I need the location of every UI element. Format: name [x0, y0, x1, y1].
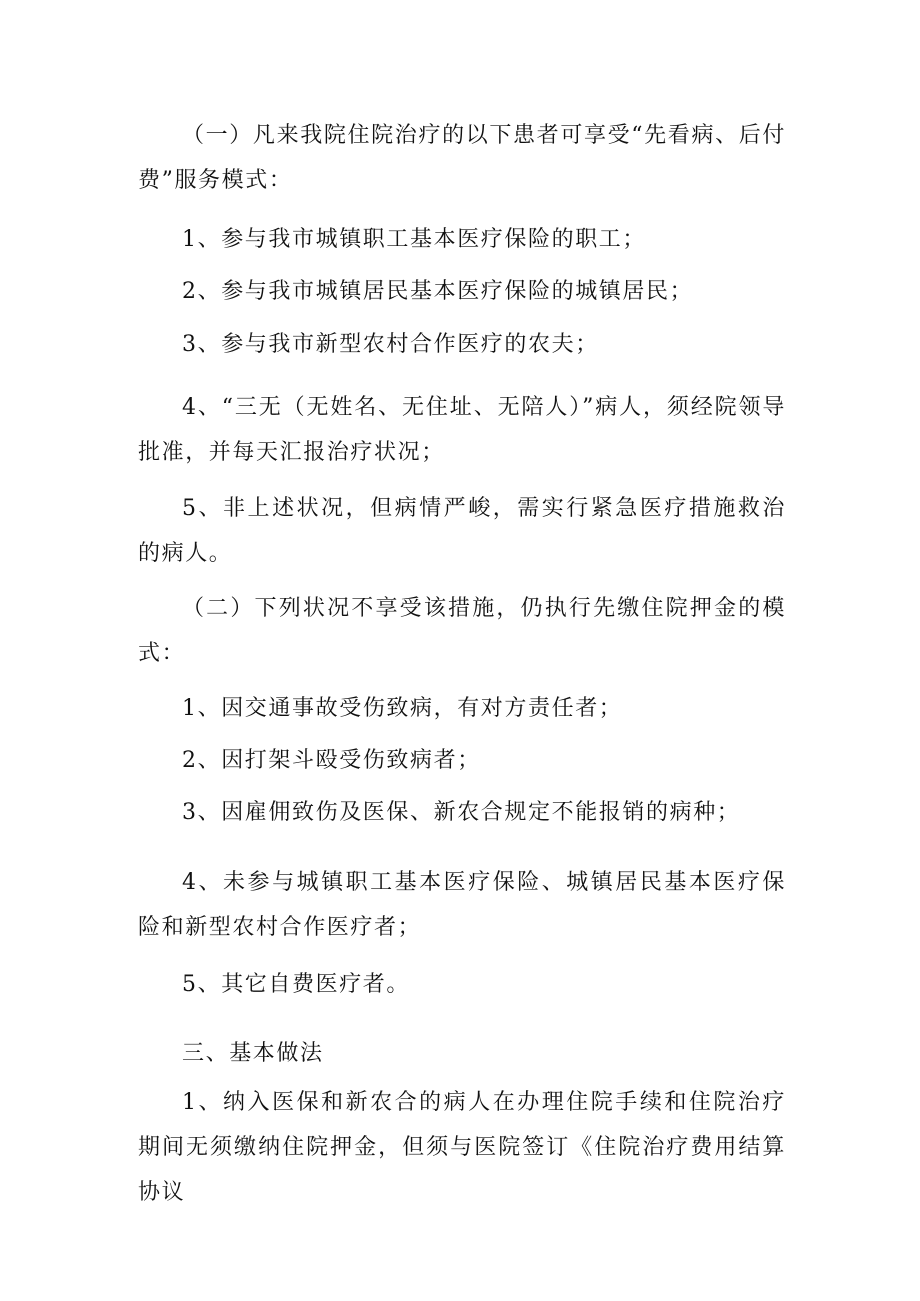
paragraph-exclusion-4: 4、未参与城镇职工基本医疗保险、城镇居民基本医疗保险和新型农村合作医疗者；	[138, 870, 786, 940]
paragraph-item-2: 2、参与我市城镇居民基本医疗保险的城镇居民；	[182, 279, 694, 304]
paragraph-exclusion-5: 5、其它自费医疗者。	[182, 972, 410, 997]
paragraph-item-3: 3、参与我市新型农村合作医疗的农夫；	[182, 332, 599, 357]
paragraph-exclusion-1: 1、因交通事故受伤致病，有对方责任者；	[182, 696, 623, 721]
paragraph-practice-1: 1、纳入医保和新农合的病人在办理住院手续和住院治疗期间无须缴纳住院押金，但须与医院签订《住院治疗费用结算协议	[138, 1090, 786, 1205]
paragraph-item-4: 4、“三无（无姓名、无住址、无陪人）”病人，须经院领导批准，并每天汇报治疗状况；	[138, 395, 786, 465]
section-heading-basic-practice: 三、基本做法	[182, 1041, 324, 1066]
paragraph-section-2-intro: （二）下列状况不享受该措施，仍执行先缴住院押金的模式：	[138, 596, 786, 666]
paragraph-item-5: 5、非上述状况，但病情严峻，需实行紧急医疗措施救治的病人。	[138, 496, 786, 566]
paragraph-exclusion-2: 2、因打架斗殴受伤致病者；	[182, 748, 481, 773]
paragraph-exclusion-3: 3、因雇佣致伤及医保、新农合规定不能报销的病种；	[182, 800, 741, 825]
paragraph-section-1-intro: （一）凡来我院住院治疗的以下患者可享受“先看病、后付费”服务模式：	[138, 123, 786, 193]
paragraph-item-1: 1、参与我市城镇职工基本医疗保险的职工；	[182, 227, 646, 252]
